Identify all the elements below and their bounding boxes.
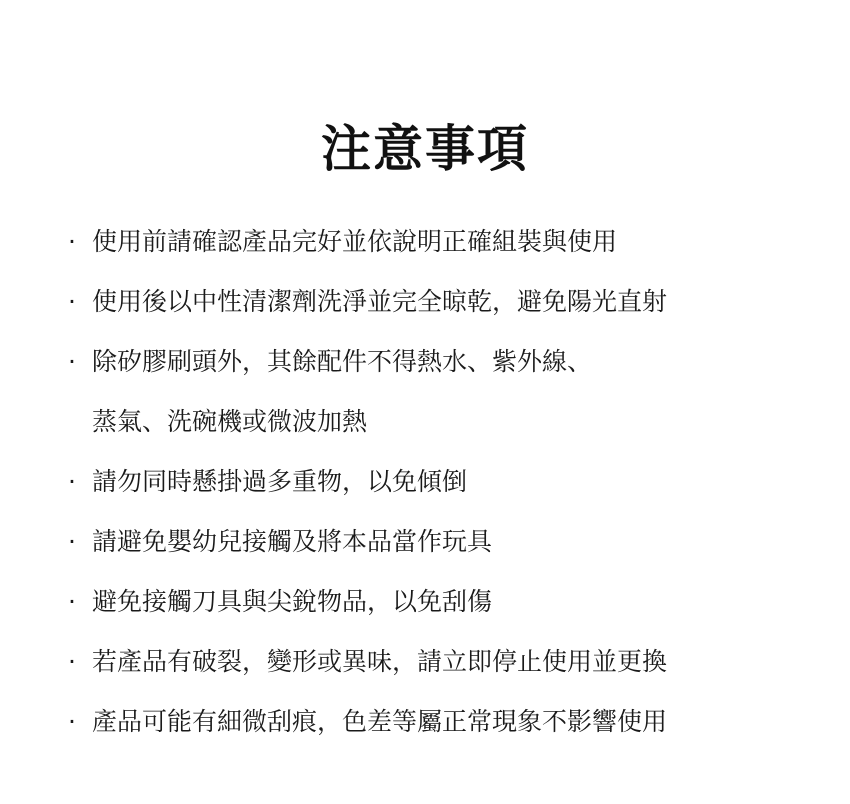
note-text-group xyxy=(92,632,667,692)
note-text: 請避免嬰幼兒接觸及將本品當作玩具 xyxy=(92,527,493,556)
note-item-7 xyxy=(68,632,828,692)
notes-list xyxy=(68,212,828,752)
note-text: 請勿同時懸掛過多重物，以免傾倒 xyxy=(92,467,468,496)
note-item-6 xyxy=(68,572,828,632)
note-text: 使用前請確認產品完好並依說明正確組裝與使用 xyxy=(92,227,618,256)
note-text-group xyxy=(92,692,667,752)
bullet-icon: · xyxy=(68,227,76,256)
note-item-2 xyxy=(68,272,828,332)
note-text-group xyxy=(92,452,467,512)
note-text-group xyxy=(92,272,667,332)
note-text: 使用後以中性清潔劑洗淨並完全晾乾，避免陽光直射 xyxy=(92,287,668,316)
note-item-8 xyxy=(68,692,828,752)
note-text-group xyxy=(92,512,492,572)
note-text-group xyxy=(92,212,617,272)
note-text: 若產品有破裂，變形或異味，請立即停止使用並更換 xyxy=(92,647,668,676)
bullet-icon: · xyxy=(68,347,76,376)
note-text: 避免接觸刀具與尖銳物品，以免刮傷 xyxy=(92,587,493,616)
bullet-icon: · xyxy=(68,587,76,616)
note-text: 產品可能有細微刮痕，色差等屬正常現象不影響使用 xyxy=(92,707,668,736)
bullet-icon: · xyxy=(68,287,76,316)
note-text-group xyxy=(92,332,592,452)
note-text-continued: 蒸氣、洗碗機或微波加熱 xyxy=(92,407,368,436)
bullet-icon: · xyxy=(68,467,76,496)
bullet-icon: · xyxy=(68,527,76,556)
note-item-3 xyxy=(68,332,828,452)
page-title: 注意事項 xyxy=(321,119,529,178)
note-text: 除矽膠刷頭外，其餘配件不得熱水、紫外線、 xyxy=(92,347,593,376)
bullet-icon: · xyxy=(68,647,76,676)
note-item-5 xyxy=(68,512,828,572)
note-item-4 xyxy=(68,452,828,512)
note-item-1 xyxy=(68,212,828,272)
bullet-icon: · xyxy=(68,707,76,736)
note-text-group xyxy=(92,572,492,632)
